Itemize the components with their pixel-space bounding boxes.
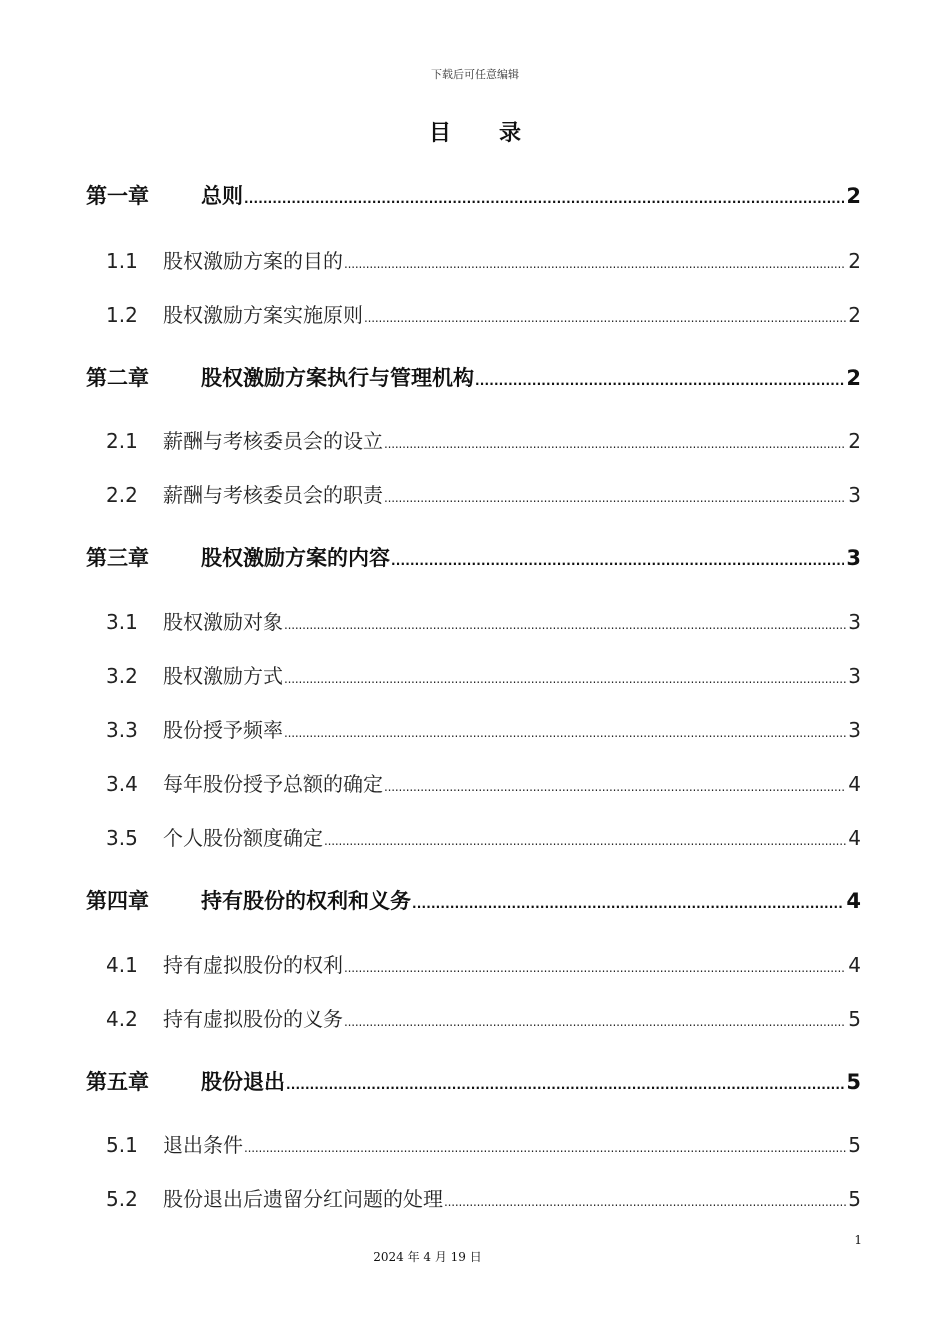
toc-entry-label: 股权激励对象 bbox=[163, 610, 283, 634]
toc-entry-page: 3 bbox=[848, 610, 861, 634]
dot-leader bbox=[412, 889, 844, 913]
toc-entry-chapter[interactable] bbox=[86, 180, 861, 210]
toc-entry-page: 3 bbox=[848, 664, 861, 688]
header-note: 下载后可任意编辑 bbox=[431, 68, 519, 81]
toc-entry-label: 股权激励方案执行与管理机构 bbox=[201, 366, 474, 390]
dot-leader bbox=[475, 366, 844, 390]
toc-entry-chapter[interactable] bbox=[86, 542, 861, 572]
toc-entry-number: 3.3 bbox=[106, 718, 138, 742]
toc-entry-page: 5 bbox=[848, 1187, 861, 1211]
toc-entry-number: 1.1 bbox=[106, 249, 138, 273]
toc-entry-number: 第五章 bbox=[86, 1070, 149, 1094]
toc-entry-label: 持有虚拟股份的义务 bbox=[163, 1007, 343, 1031]
toc-entry-number: 3.4 bbox=[106, 772, 138, 796]
toc-entry-page: 2 bbox=[846, 366, 861, 390]
toc-entry-page: 5 bbox=[848, 1133, 861, 1157]
toc-entry-number: 第一章 bbox=[86, 184, 149, 208]
toc-entry-label: 总则 bbox=[201, 184, 243, 208]
toc-entry-chapter[interactable] bbox=[86, 362, 861, 392]
toc-entry-number: 第三章 bbox=[86, 546, 149, 570]
toc-entry-section[interactable] bbox=[106, 822, 861, 851]
toc-entry-number: 4.2 bbox=[106, 1007, 138, 1031]
toc-entry-number: 3.1 bbox=[106, 610, 138, 634]
toc-entry-section[interactable] bbox=[106, 425, 861, 454]
toc-entry-section[interactable] bbox=[106, 949, 861, 978]
toc-entry-label: 持有虚拟股份的权利 bbox=[163, 953, 343, 977]
dot-leader bbox=[384, 772, 846, 796]
toc-entry-number: 第四章 bbox=[86, 889, 149, 913]
dot-leader bbox=[344, 249, 846, 273]
toc-entry-section[interactable] bbox=[106, 1003, 861, 1032]
toc-entry-page: 4 bbox=[846, 889, 861, 913]
toc-entry-page: 2 bbox=[848, 429, 861, 453]
toc-entry-label: 股份授予频率 bbox=[163, 718, 283, 742]
toc-entry-label: 个人股份额度确定 bbox=[163, 826, 323, 850]
dot-leader bbox=[344, 953, 846, 977]
toc-entry-page: 2 bbox=[848, 303, 861, 327]
toc-entry-label: 股权激励方案的内容 bbox=[201, 546, 390, 570]
toc-entry-label: 股权激励方案实施原则 bbox=[163, 303, 363, 327]
dot-leader bbox=[286, 1070, 844, 1094]
dot-leader bbox=[384, 483, 846, 507]
footer-date: 2024 年 4 月 19 日 bbox=[373, 1250, 482, 1264]
toc-entry-number: 5.2 bbox=[106, 1187, 138, 1211]
dot-leader bbox=[364, 303, 846, 327]
toc-entry-number: 2.1 bbox=[106, 429, 138, 453]
toc-entry-page: 3 bbox=[846, 546, 861, 570]
toc-entry-label: 薪酬与考核委员会的设立 bbox=[163, 429, 383, 453]
dot-leader bbox=[344, 1007, 846, 1031]
dot-leader bbox=[391, 546, 844, 570]
toc-entry-label: 股权激励方案的目的 bbox=[163, 249, 343, 273]
toc-title: 目录 bbox=[428, 121, 569, 146]
toc-entry-number: 2.2 bbox=[106, 483, 138, 507]
toc-entry-section[interactable] bbox=[106, 714, 861, 743]
toc-entry-section[interactable] bbox=[106, 299, 861, 328]
toc-entry-page: 4 bbox=[848, 826, 861, 850]
dot-leader bbox=[284, 610, 846, 634]
toc-entry-label: 股份退出 bbox=[201, 1070, 285, 1094]
toc-entry-label: 股份退出后遗留分红问题的处理 bbox=[163, 1187, 443, 1211]
dot-leader bbox=[284, 664, 846, 688]
toc-entry-number: 4.1 bbox=[106, 953, 138, 977]
toc-entry-section[interactable] bbox=[106, 606, 861, 635]
toc-entry-page: 2 bbox=[846, 184, 861, 208]
toc-entry-chapter[interactable] bbox=[86, 885, 861, 915]
toc-entry-label: 薪酬与考核委员会的职责 bbox=[163, 483, 383, 507]
toc-entry-page: 3 bbox=[848, 718, 861, 742]
toc-entry-number: 1.2 bbox=[106, 303, 138, 327]
toc-entry-section[interactable] bbox=[106, 660, 861, 689]
page-number: 1 bbox=[854, 1233, 862, 1247]
toc-entry-section[interactable] bbox=[106, 1129, 861, 1158]
toc-entry-section[interactable] bbox=[106, 245, 861, 274]
toc-entry-page: 2 bbox=[848, 249, 861, 273]
dot-leader bbox=[244, 184, 844, 208]
dot-leader bbox=[284, 718, 846, 742]
toc-entry-section[interactable] bbox=[106, 1183, 861, 1212]
toc-entry-page: 5 bbox=[848, 1007, 861, 1031]
toc-entry-page: 5 bbox=[846, 1070, 861, 1094]
toc-entry-page: 3 bbox=[848, 483, 861, 507]
toc-entry-number: 5.1 bbox=[106, 1133, 138, 1157]
toc-entry-label: 每年股份授予总额的确定 bbox=[163, 772, 383, 796]
toc-entry-chapter[interactable] bbox=[86, 1066, 861, 1096]
dot-leader bbox=[444, 1187, 846, 1211]
toc-entry-label: 退出条件 bbox=[163, 1133, 243, 1157]
toc-entry-page: 4 bbox=[848, 772, 861, 796]
dot-leader bbox=[324, 826, 846, 850]
toc-entry-label: 持有股份的权利和义务 bbox=[201, 889, 411, 913]
toc-entry-section[interactable] bbox=[106, 768, 861, 797]
dot-leader bbox=[384, 429, 846, 453]
toc-entry-label: 股权激励方式 bbox=[163, 664, 283, 688]
toc-entry-section[interactable] bbox=[106, 479, 861, 508]
toc-entry-number: 3.2 bbox=[106, 664, 138, 688]
toc-entry-number: 第二章 bbox=[86, 366, 149, 390]
toc-entry-page: 4 bbox=[848, 953, 861, 977]
dot-leader bbox=[244, 1133, 846, 1157]
toc-entry-number: 3.5 bbox=[106, 826, 138, 850]
